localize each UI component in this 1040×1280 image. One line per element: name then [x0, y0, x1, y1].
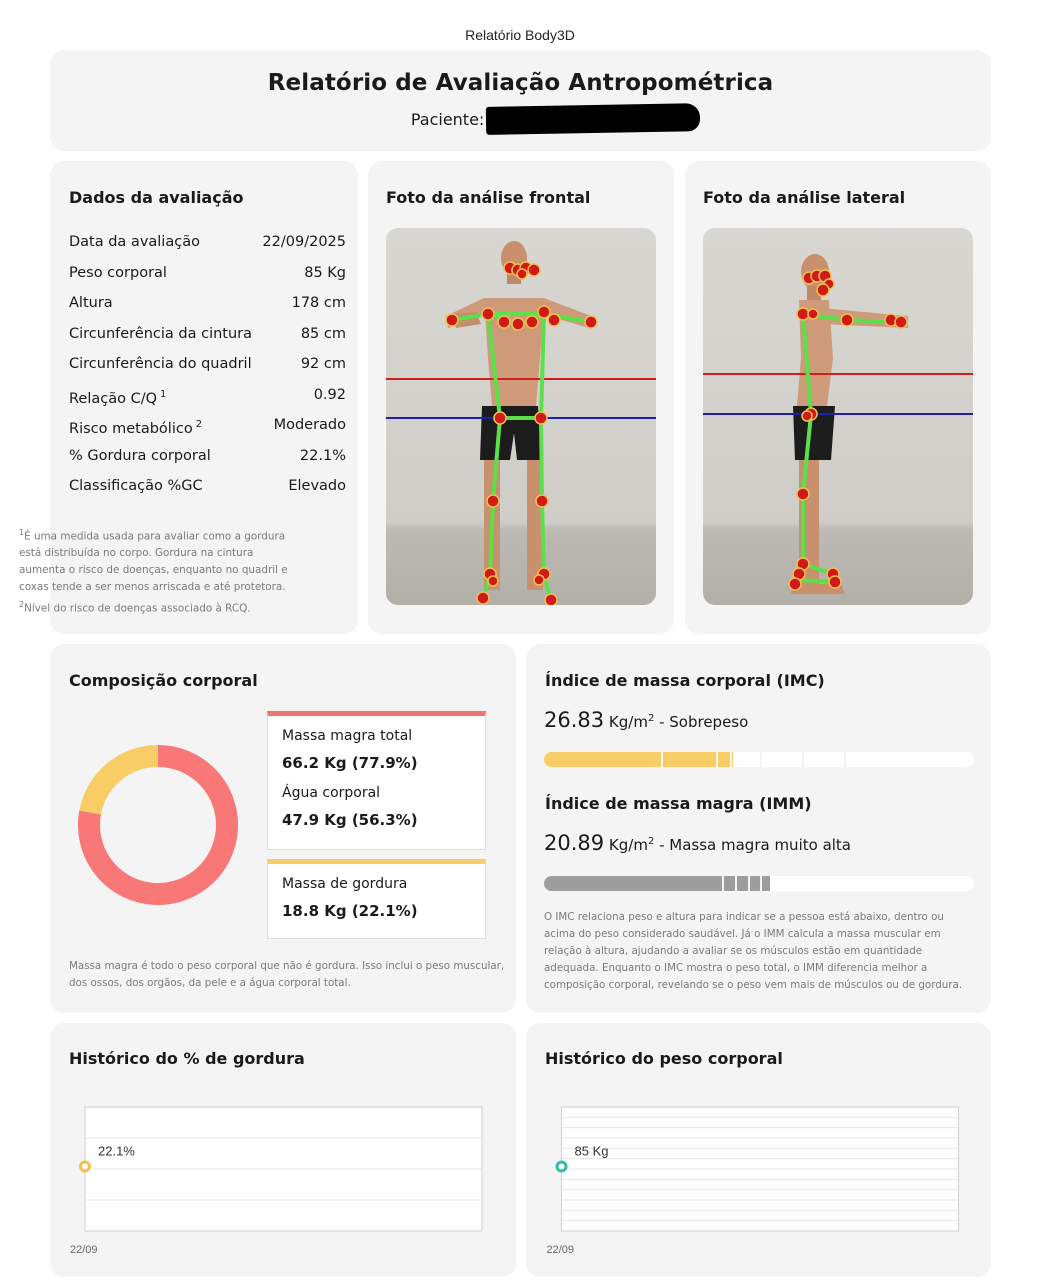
- x-tick-label: 22/09: [70, 1244, 98, 1256]
- lean-index-unit: $Kg/m^2$: [608, 836, 655, 854]
- evaluation-row-label: % Gordura corporal: [69, 447, 211, 464]
- bar-separator: [722, 876, 724, 891]
- patient-name: [490, 112, 630, 128]
- patient-row: [50, 110, 991, 129]
- lean-index-bar: [544, 876, 974, 891]
- lateral-pose-illustration: [703, 228, 973, 605]
- donut-slice: [90, 756, 158, 812]
- evaluation-row-label: Circunferência do quadril: [69, 356, 252, 372]
- bar-separator: [661, 752, 663, 767]
- weight-history-title: Histórico do peso corporal: [545, 1049, 783, 1068]
- body-composition-card: [50, 644, 516, 1013]
- lean-mass-value: 66.2 Kg (77.9%): [282, 754, 418, 772]
- evaluation-row-value: 92 cm: [300, 356, 346, 372]
- fat-mass-value: 18.8 Kg (22.1%): [282, 902, 418, 920]
- evaluation-row-label: Peso corporal: [69, 264, 167, 281]
- evaluation-row: [69, 233, 389, 264]
- evaluation-row: [69, 355, 389, 386]
- lean-mass-legend: [267, 711, 486, 850]
- lateral-analysis-photo: [703, 228, 973, 605]
- evaluation-row-value: 22.1%: [299, 447, 346, 464]
- evaluation-row: [69, 386, 389, 417]
- bar-separator: [716, 752, 718, 767]
- bar-separator: [748, 876, 750, 891]
- evaluation-row: [69, 264, 389, 295]
- bar-separator: [730, 752, 732, 767]
- lean-index-classification: - Massa magra muito alta: [659, 836, 851, 854]
- body-water-label: Água corporal: [282, 785, 381, 801]
- fat-history-card: [50, 1023, 516, 1277]
- frontal-pose-illustration: [386, 228, 656, 605]
- evaluation-row-label: Circunferência da cintura: [69, 325, 253, 342]
- evaluation-data-list: [69, 233, 389, 508]
- report-title: Relatório de Avaliação Antropométrica: [267, 70, 774, 96]
- lean-index-value-row: [544, 831, 851, 855]
- bmi-value: 26.83: [544, 708, 605, 732]
- footnote-marker: 2: [195, 419, 203, 430]
- evaluation-row-value: 22/09/2025: [262, 234, 346, 250]
- bmi-footnote: O IMC relaciona peso e altura para indicar se a pessoa está abaixo, dentro ou acima do peso considerado saudável. Já o IMM calcula a massa muscular em relação à altura, ajudando a avaliar se os músculos estão em quantidade adequada. Enquanto o IMC mostra o peso total, o IMM diferencia melhor a composição corporal, revelando se o peso vem mais de músculos ou de gordura.: [544, 911, 963, 991]
- evaluation-row-label: Risco metabólico: [69, 420, 193, 437]
- frontal-analysis-title: Foto da análise frontal: [386, 188, 591, 207]
- patient-label: Paciente:: [410, 110, 485, 129]
- footnote-marker: 1: [160, 388, 167, 400]
- bmi-card: [526, 644, 991, 1013]
- evaluation-row: [69, 447, 389, 478]
- evaluation-row-label: Relação C/Q: [69, 390, 158, 407]
- bmi-value-row: [544, 708, 748, 732]
- bar-separator: [735, 876, 737, 891]
- evaluation-row-value: 178 cm: [291, 295, 346, 311]
- bar-separator: [760, 752, 762, 767]
- body-composition-donut: [77, 744, 239, 906]
- weight-history-card: [526, 1023, 991, 1277]
- body-composition-title: Composição corporal: [69, 671, 258, 690]
- lean-index-value: 20.89: [544, 831, 605, 855]
- document-title: Relatório Body3D: [465, 27, 575, 43]
- fat-history-chart: [50, 1093, 516, 1263]
- lean-index-title: Índice de massa magra (IMM): [545, 794, 812, 813]
- bmi-classification: - Sobrepeso: [659, 713, 749, 731]
- body-composition-footnote: Massa magra é todo o peso corporal que não é gordura. Isso inclui o peso muscular, dos ossos, dos orgãos, da pele e a água corporal total.: [69, 960, 505, 989]
- evaluation-row-value: Elevado: [288, 478, 346, 494]
- frontal-analysis-photo: [386, 228, 656, 605]
- data-label: 22.1%: [98, 1143, 135, 1159]
- bar-separator: [760, 876, 762, 891]
- body-water-value: 47.9 Kg (56.3%): [282, 811, 418, 829]
- bmi-bar: [544, 752, 974, 767]
- footnote-2: $^2$Nível do risco de doenças associado à RCQ.: [19, 600, 251, 615]
- lateral-analysis-card: [685, 161, 991, 634]
- evaluation-footnotes: [19, 524, 294, 618]
- weight-history-chart: [526, 1093, 992, 1263]
- evaluation-row: [69, 294, 389, 325]
- evaluation-row: [69, 416, 389, 447]
- evaluation-row-value: 0.92: [313, 386, 346, 403]
- evaluation-row-value: Moderado: [273, 417, 346, 433]
- x-tick-label: 22/09: [546, 1244, 575, 1256]
- fat-mass-label: Massa de gordura: [282, 876, 408, 892]
- evaluation-row-label: Data da avaliação: [69, 234, 200, 250]
- fat-mass-legend: [267, 859, 486, 939]
- lean-mass-label: Massa magra total: [282, 728, 413, 744]
- frontal-analysis-card: [368, 161, 674, 634]
- data-point: [557, 1162, 566, 1171]
- bmi-unit: $Kg/m^2$: [608, 713, 655, 731]
- evaluation-row: [69, 477, 389, 508]
- evaluation-row-label: Classificação %GC: [69, 478, 203, 494]
- bar-separator: [844, 752, 846, 767]
- footnote-1: $^1$É uma medida usada para avaliar como a gordura está distribuída no corpo. Gordura na cintura aumenta o risco de doenças, enquanto no quadril e coxas tende a ser menos arriscada e até protetora.: [19, 528, 288, 594]
- evaluation-row: [69, 325, 389, 356]
- report-header: [50, 50, 991, 151]
- evaluation-row-value: 85 cm: [300, 325, 346, 342]
- bar-fill: [544, 752, 733, 767]
- lateral-analysis-title: Foto da análise lateral: [703, 188, 906, 207]
- bmi-title: Índice de massa corporal (IMC): [545, 671, 825, 690]
- data-label: 85 Kg: [574, 1143, 609, 1159]
- redaction-bar: [486, 103, 700, 135]
- fat-history-title: Histórico do % de gordura: [69, 1049, 305, 1068]
- data-point: [81, 1162, 90, 1171]
- evaluation-data-title: Dados da avaliação: [69, 188, 244, 207]
- evaluation-row-label: Altura: [69, 295, 113, 311]
- bar-separator: [802, 752, 804, 767]
- evaluation-row-value: 85 Kg: [304, 264, 346, 281]
